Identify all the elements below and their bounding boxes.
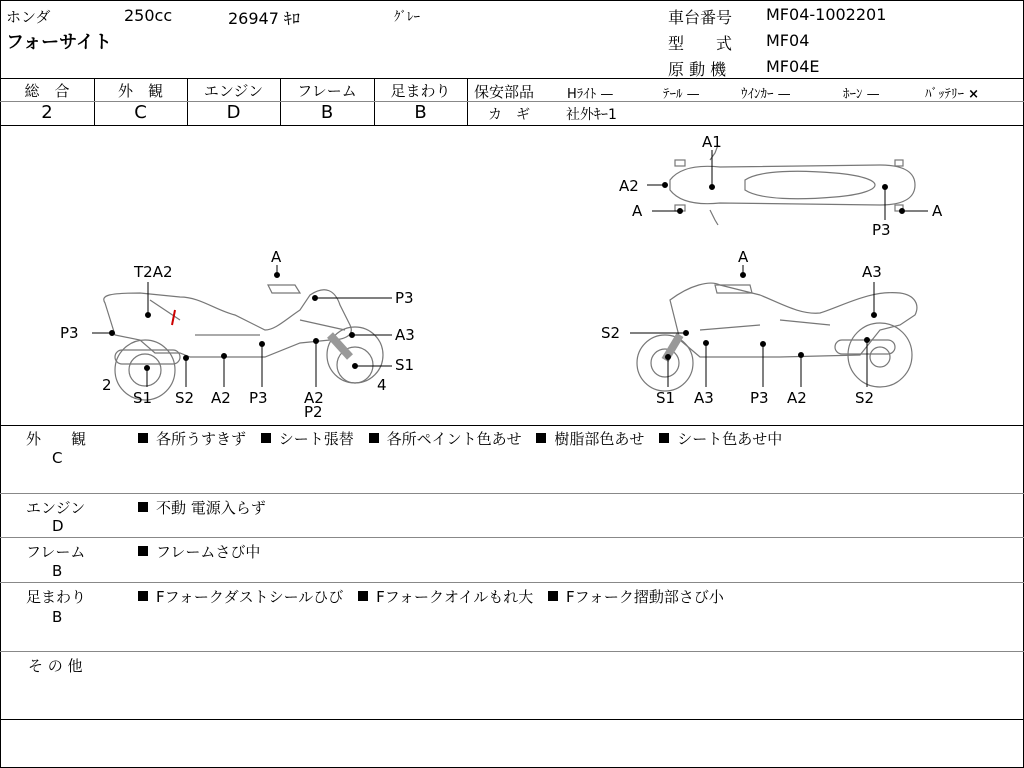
damage-diagram [0, 125, 1024, 425]
diagram-label: S1 [656, 389, 676, 407]
section-frame-title: フレーム [26, 543, 86, 561]
diagram-label: P3 [395, 289, 414, 307]
type-value: MF04 [766, 31, 810, 50]
grade-engine-label: エンジン [203, 82, 264, 100]
section-suspension-grade: B [52, 608, 63, 626]
note-item: シート色あせ中 [677, 430, 783, 448]
diagram-label: A3 [395, 326, 415, 344]
diagram-label: S1 [395, 356, 415, 374]
diagram-label: A2 [211, 389, 231, 407]
type-label: 型 式 [668, 34, 733, 53]
safety-item [663, 83, 700, 102]
diagram-label: S2 [175, 389, 195, 407]
note-item: Fフォーク摺動部さび小 [565, 588, 724, 606]
chassis-value: MF04-1002201 [766, 5, 887, 24]
section-other-title: そ の 他 [28, 657, 83, 675]
bullet-icon [138, 546, 148, 556]
grade-engine-value: D [226, 102, 241, 123]
bullet-icon [261, 433, 271, 443]
diagram-label: 2 [102, 376, 112, 394]
diagram-label: A [932, 202, 943, 220]
color: ｸﾞﾚｰ [394, 10, 420, 25]
section-exterior-notes [138, 428, 792, 449]
section-engine-grade: D [52, 517, 64, 535]
key-label: カ ギ [488, 107, 530, 123]
divider [0, 651, 1024, 652]
grade-overall-label: 総 合 [24, 82, 70, 100]
safety-item-name: ｳｲﾝｶｰ [741, 87, 774, 102]
bullet-icon [536, 433, 546, 443]
scooter-left-view [104, 285, 383, 400]
maker: ホンダ [6, 8, 51, 26]
diagram-label: P3 [60, 324, 79, 342]
divider [0, 719, 1024, 720]
section-engine-title: エンジン [26, 499, 86, 517]
section-exterior-grade: C [52, 449, 63, 467]
key-value: 社外ｷｰ1 [566, 107, 617, 123]
bullet-icon [138, 433, 148, 443]
safety-item-name: ﾎｰﾝ [843, 87, 863, 102]
safety-item [567, 83, 613, 102]
diagram-label: A [632, 202, 643, 220]
diagram-label: S1 [133, 389, 153, 407]
diagram-label: A1 [702, 133, 722, 151]
diagram-label: P3 [750, 389, 769, 407]
diagram-label: S2 [855, 389, 875, 407]
safety-item-status: — [600, 87, 614, 102]
grade-exterior-label: 外 観 [117, 82, 163, 100]
bullet-icon [138, 502, 148, 512]
diagram-label: T2A2 [134, 263, 173, 281]
chassis-label: 車台番号 [668, 8, 733, 27]
note-item: 不動 電源入らず [156, 499, 266, 517]
note-item: フレームさび中 [156, 543, 261, 561]
note-item: Fフォークオイルもれ大 [376, 588, 534, 606]
safety-item [843, 83, 880, 102]
safety-item-status: — [686, 87, 700, 102]
section-exterior-title: 外 観 [26, 430, 87, 448]
engine-value: MF04E [766, 57, 820, 76]
safety-item [741, 83, 791, 102]
engine-label: 原 動 機 [668, 60, 727, 79]
divider [0, 537, 1024, 538]
divider [0, 582, 1024, 583]
grade-suspension-value: B [414, 102, 427, 123]
note-item: シート張替 [278, 430, 354, 448]
section-suspension-title: 足まわり [26, 588, 87, 606]
diagram-label: A2 [304, 389, 324, 407]
note-item: Fフォークダストシールひび [156, 588, 344, 606]
safety-label: 保安部品 [474, 83, 535, 101]
note-item: 樹脂部色あせ [554, 430, 645, 448]
grade-frame-value: B [320, 102, 334, 123]
safety-item-status: — [777, 87, 791, 102]
note-item: 各所ペイント色あせ [386, 430, 522, 448]
diagram-label: P3 [249, 389, 268, 407]
diagram-label: A3 [694, 389, 714, 407]
displacement: 250cc [124, 6, 173, 25]
safety-item-status: — [866, 87, 880, 102]
bullet-icon [138, 591, 148, 601]
bullet-icon [548, 591, 558, 601]
diagram-label: P3 [872, 221, 891, 239]
safety-item-name: ﾊﾞｯﾃﾘｰ [925, 87, 964, 102]
diagram-label: S2 [601, 324, 621, 342]
section-engine-notes [138, 497, 266, 518]
safety-item-status: × [968, 87, 980, 102]
diagram-label: P2 [304, 403, 323, 421]
safety-item [925, 83, 979, 102]
divider [0, 78, 1024, 79]
grade-frame-label: フレーム [297, 82, 357, 100]
grade-exterior-value: C [134, 102, 147, 123]
section-frame-grade: B [52, 562, 63, 580]
grade-overall-value: 2 [41, 102, 53, 123]
diagram-label: A [738, 248, 749, 266]
grade-suspension-label: 足まわり [390, 82, 451, 100]
diagram-label: 4 [377, 376, 387, 394]
diagram-label: A2 [787, 389, 807, 407]
scooter-right-view [637, 283, 917, 391]
safety-item-name: Hﾗｲﾄ [567, 87, 597, 102]
section-frame-notes [138, 541, 260, 562]
divider [0, 493, 1024, 494]
bullet-icon [659, 433, 669, 443]
note-item: 各所うすきず [156, 430, 247, 448]
diagram-leaders [92, 150, 928, 387]
divider [0, 425, 1024, 426]
safety-item-name: ﾃｰﾙ [663, 87, 683, 102]
diagram-label: A [271, 248, 282, 266]
scooter-top-view [670, 145, 915, 225]
section-suspension-notes [138, 586, 734, 607]
diagram-label: A2 [619, 177, 639, 195]
mileage: 26947 ｷﾛ [228, 9, 300, 28]
bullet-icon [369, 433, 379, 443]
diagram-label: A3 [862, 263, 882, 281]
bullet-icon [358, 591, 368, 601]
model-name: フォーサイト [6, 32, 112, 53]
